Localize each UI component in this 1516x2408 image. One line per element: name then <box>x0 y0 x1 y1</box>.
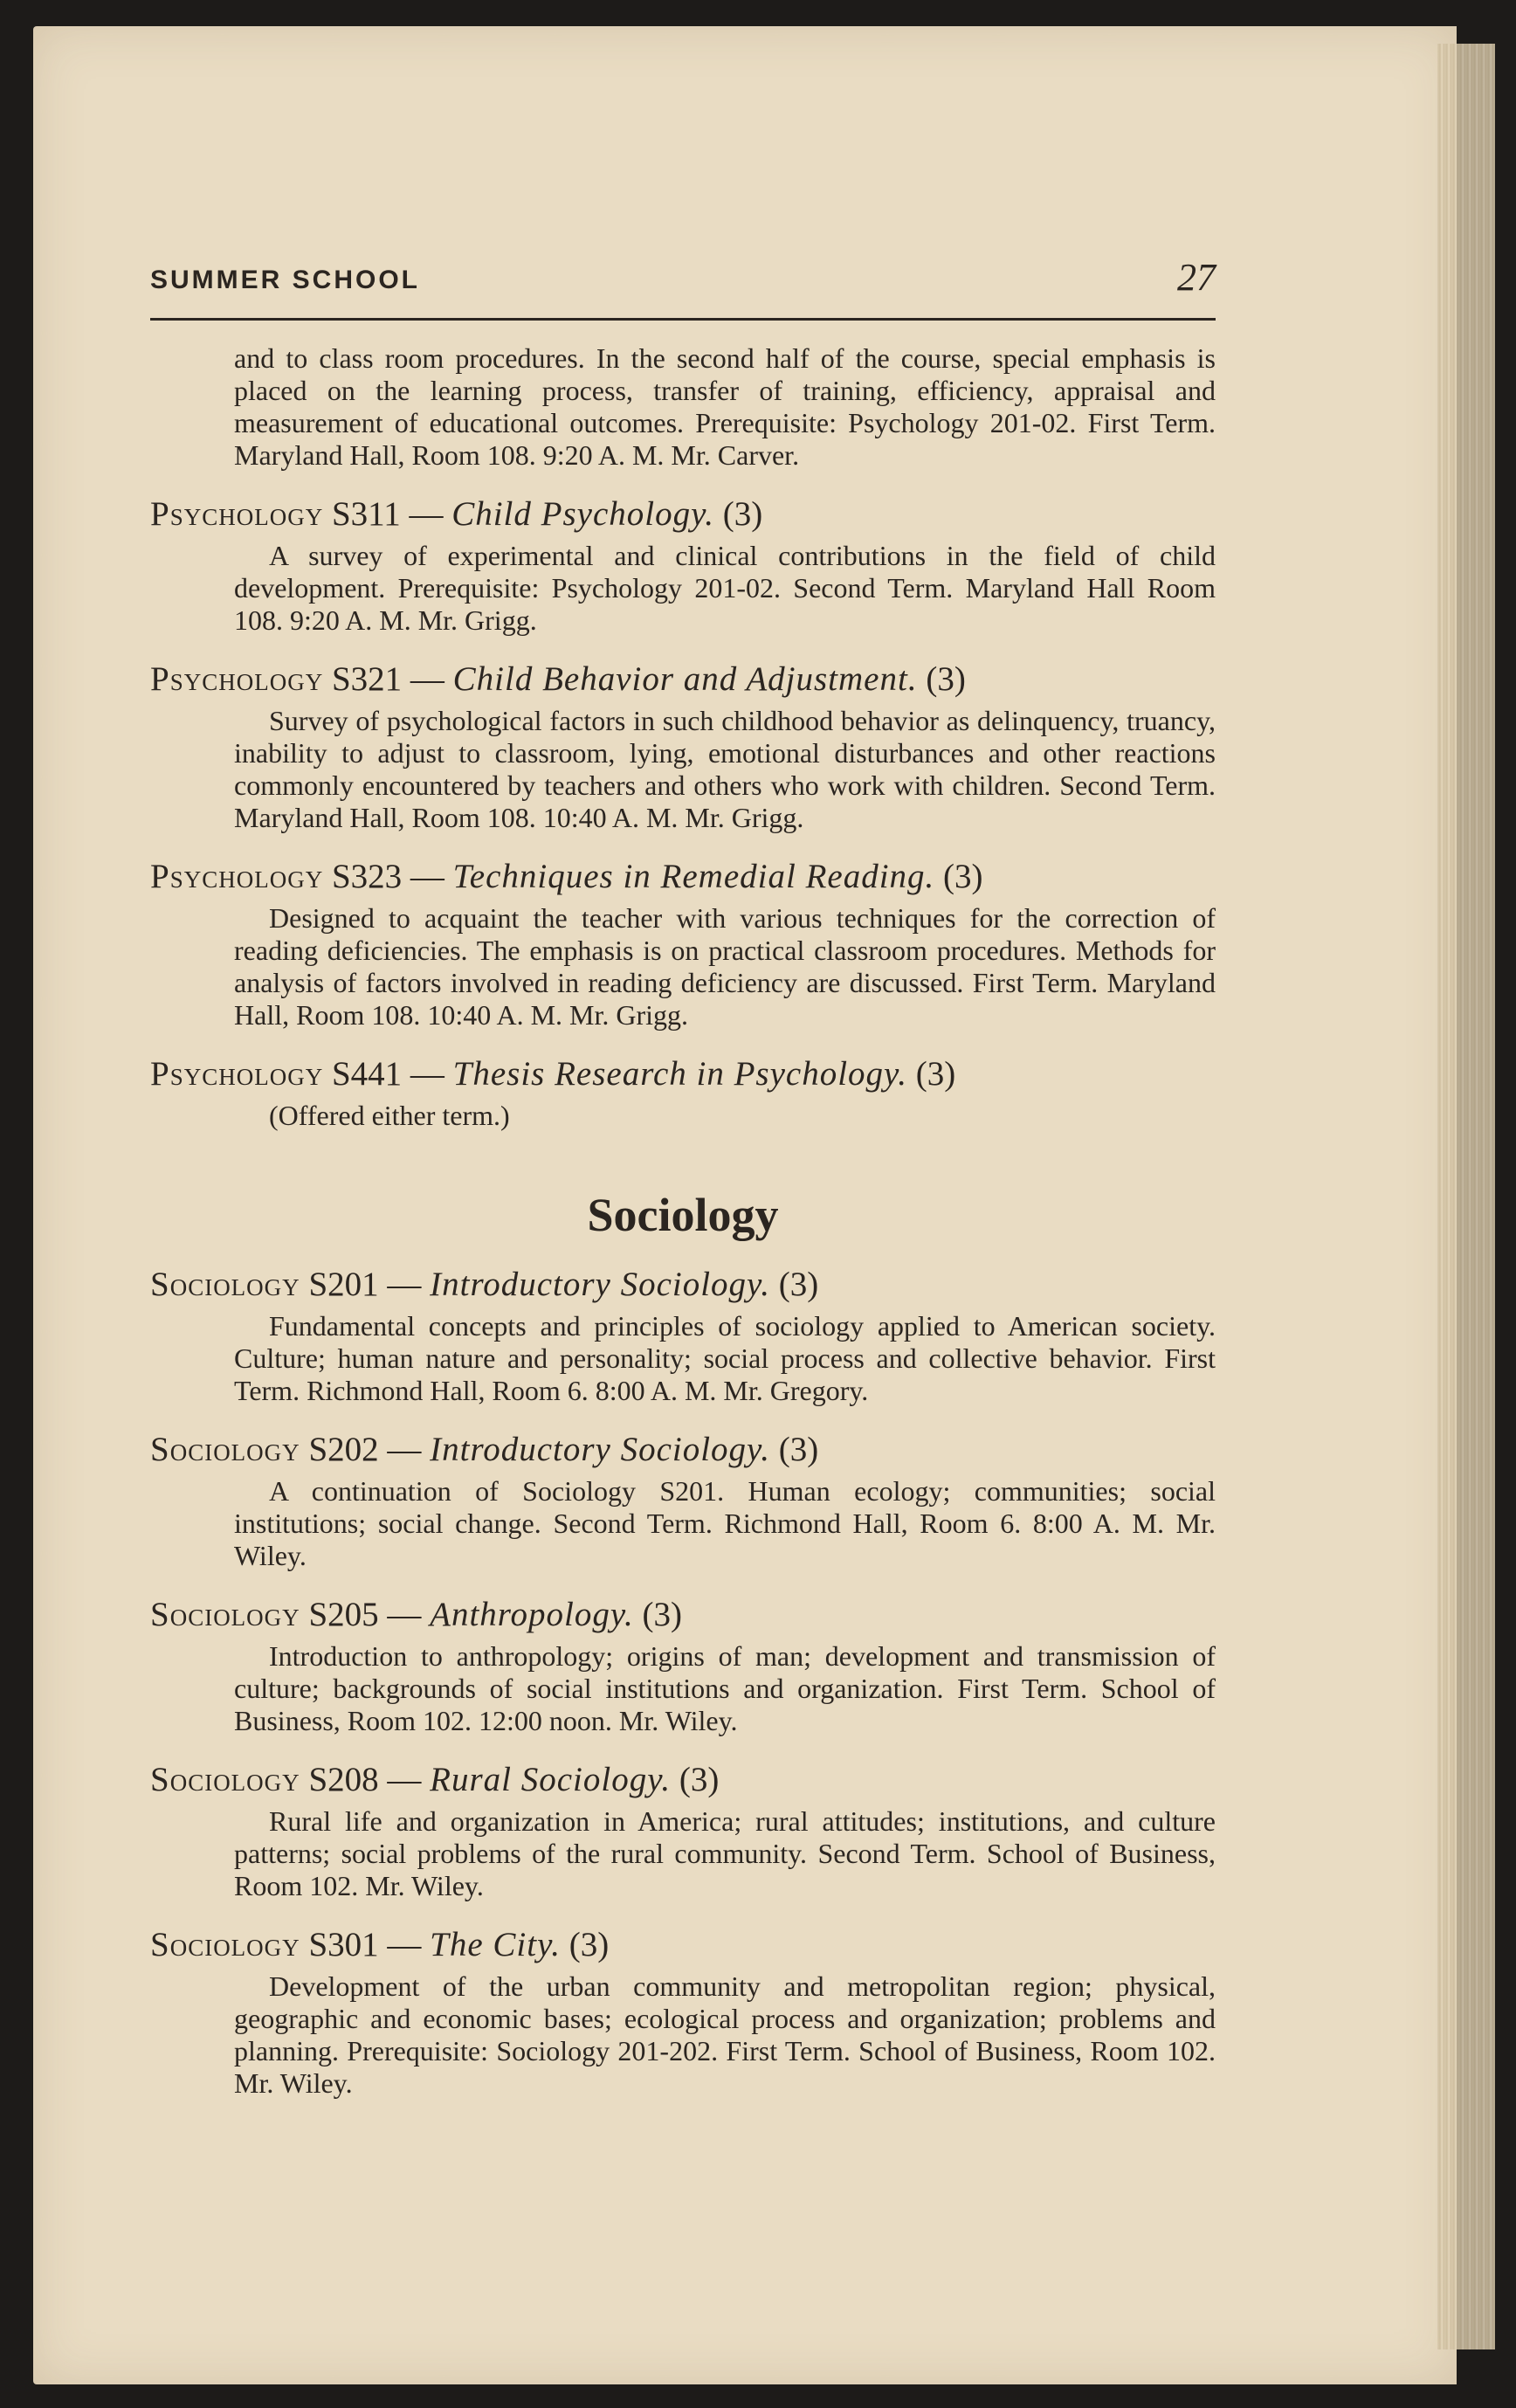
course-code: S311 <box>331 495 401 533</box>
course-code: S441 <box>331 1055 403 1093</box>
section-heading-sociology: Sociology <box>587 1189 779 1241</box>
header-rule <box>150 318 1216 321</box>
course-credits: (3) <box>915 1055 956 1093</box>
course-code: S201 <box>308 1266 379 1303</box>
course-title: Child Psychology. <box>451 495 715 533</box>
course-separator: — <box>402 660 453 698</box>
course-title: Rural Sociology. <box>430 1761 672 1798</box>
course-separator: — <box>402 858 453 895</box>
course-credits: (3) <box>926 660 966 698</box>
course-department: Psychology <box>150 858 324 895</box>
continuation-paragraph: and to class room procedures. In the second half of the course, special emphasis is placed on the learning process, transfer of training, efficiency, appraisal and measurement of educational outcomes. Prerequisite: Psychology 201-02. First Term. Maryland Hall, Room 108. 9:20 A. M. Mr. Carver. <box>234 342 1216 471</box>
course-credits: (3) <box>568 1926 610 1963</box>
psychology-course-list <box>150 494 1216 1132</box>
course-department: Sociology <box>150 1266 300 1303</box>
course-description: (Offered either term.) <box>269 1100 510 1131</box>
course-heading <box>150 494 1216 535</box>
course-title: Child Behavior and Adjustment. <box>452 660 918 698</box>
course-heading <box>150 1760 1216 1800</box>
course-code: S208 <box>308 1761 379 1798</box>
course-credits: (3) <box>722 495 763 533</box>
course-code: S301 <box>308 1926 379 1963</box>
course-credits: (3) <box>943 858 983 895</box>
course-description: Introduction to anthropology; origins of man; development and transmission of culture; backgrounds of social institutions and organization. First Term. School of Business, Room 102. 12:00 noon. Mr. Wiley. <box>234 1640 1216 1736</box>
course-separator: — <box>378 1431 431 1468</box>
course-entry <box>150 1595 1216 1737</box>
course-title: Anthropology. <box>430 1596 634 1633</box>
page-content <box>150 342 1216 2100</box>
course-title: Techniques in Remedial Reading. <box>452 858 935 895</box>
course-title: Introductory Sociology. <box>430 1431 770 1468</box>
course-title: The City. <box>430 1926 561 1963</box>
course-credits: (3) <box>679 1761 720 1798</box>
course-department: Psychology <box>150 1055 324 1093</box>
course-description: A survey of experimental and clinical contributions in the field of child development. Prerequisite: Psychology 201-02. Second Term. Maryland Hall Room 108. 9:20 A. M. Mr. Grigg. <box>234 540 1216 636</box>
course-entry <box>150 1265 1216 1407</box>
course-entry <box>150 1760 1216 1902</box>
running-head <box>150 255 1216 307</box>
course-description: A continuation of Sociology S201. Human ecology; communities; social institutions; social change. Second Term. Richmond Hall, Room 6. 8:00 A. M. Mr. Wiley. <box>234 1475 1216 1571</box>
course-credits: (3) <box>642 1596 683 1633</box>
course-heading <box>150 1925 1216 1965</box>
course-department: Sociology <box>150 1761 300 1798</box>
course-separator: — <box>402 1055 453 1093</box>
page-edges <box>1437 44 1495 2349</box>
course-heading <box>150 1595 1216 1635</box>
course-separator: — <box>378 1266 431 1303</box>
course-code: S321 <box>331 660 403 698</box>
course-title: Introductory Sociology. <box>430 1266 770 1303</box>
course-entry <box>150 1925 1216 2100</box>
course-separator: — <box>378 1596 431 1633</box>
course-heading <box>150 659 1216 700</box>
course-entry <box>150 1430 1216 1572</box>
running-title: SUMMER SCHOOL <box>150 266 420 294</box>
course-department: Psychology <box>150 495 324 533</box>
course-code: S205 <box>308 1596 379 1633</box>
course-credits: (3) <box>778 1431 819 1468</box>
course-heading <box>150 857 1216 897</box>
course-entry <box>150 494 1216 637</box>
course-description: Fundamental concepts and principles of sociology applied to American society. Culture; human nature and personality; social process and collective behavior. First Term. Richmond Hall, Room 6. 8:00 A. M. Mr. Gregory. <box>234 1310 1216 1406</box>
course-heading <box>150 1430 1216 1470</box>
course-department: Psychology <box>150 660 324 698</box>
course-department: Sociology <box>150 1596 300 1633</box>
course-heading <box>150 1054 1216 1094</box>
course-title: Thesis Research in Psychology. <box>452 1055 907 1093</box>
course-separator: — <box>378 1926 431 1963</box>
course-separator: — <box>400 495 452 533</box>
course-department: Sociology <box>150 1431 300 1468</box>
course-entry <box>150 659 1216 834</box>
course-code: S323 <box>331 858 403 895</box>
course-description: Rural life and organization in America; rural attitudes; institutions, and culture patterns; social problems of the rural community. Second Term. School of Business, Room 102. Mr. Wiley. <box>234 1805 1216 1901</box>
course-code: S202 <box>308 1431 379 1468</box>
course-description: Survey of psychological factors in such childhood behavior as delinquency, truancy, inability to adjust to classroom, lying, emotional disturbances and other reactions commonly encountered by teachers and others who work with children. Second Term. Maryland Hall, Room 108. 10:40 A. M. Mr. Grigg. <box>234 705 1216 833</box>
sociology-course-list <box>150 1265 1216 2100</box>
course-separator: — <box>378 1761 431 1798</box>
course-heading <box>150 1265 1216 1305</box>
course-description: Designed to acquaint the teacher with various techniques for the correction of reading deficiencies. The emphasis is on practical classroom procedures. Methods for analysis of factors involved in reading deficiency are discussed. First Term. Maryland Hall, Room 108. 10:40 A. M. Mr. Grigg. <box>234 902 1216 1031</box>
course-credits: (3) <box>778 1266 819 1303</box>
course-department: Sociology <box>150 1926 300 1963</box>
course-description: Development of the urban community and metropolitan region; physical, geographic and economic bases; ecological process and organization; problems and planning. Prerequisite: Sociology 201-202. First Term. School of Business, Room 102. Mr. Wiley. <box>234 1970 1216 2099</box>
course-entry <box>150 857 1216 1032</box>
course-entry <box>150 1054 1216 1132</box>
page-number: 27 <box>1177 256 1216 299</box>
